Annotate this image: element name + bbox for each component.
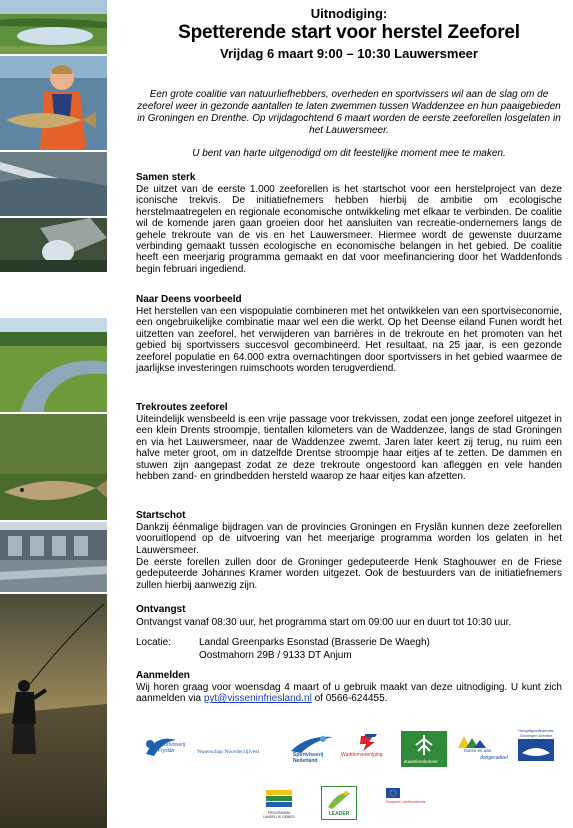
- photo-strip: [0, 0, 107, 828]
- section-body-samen-sterk: De uitzet van de eerste 1.000 zeeforellen is het startschot voor een herstelproject van deze iconische trekvis. De initiatiefnemers hebben hierbij de ambitie om ecologische herstelmaatregelen en regionale economische ontwikkeling met elkaar te verbinden. De coalitie wil de komende jaren gaan groeien door het aansluiten van recreatie-ondernemers langs de gehele trekroute van de vis en het Lauwersmeer. Hiermee wordt de gewenste duurzame verbinding gemaakt tussen ecologische en economische belangen in het gebied. De coalitie heeft een meerjarig programma gemaakt en dat voor meefinanciering door het Waddenfonds begin februari ingediend.: [136, 184, 562, 275]
- logo-leader-text: LEADER: [328, 811, 350, 817]
- logo-waterschap-text: Waterschap Noorderzijlvest: [197, 749, 260, 755]
- register-text-before: Wij horen graag voor woensdag 4 maart of u gebruik maakt van deze uitnodiging. U kunt zich aanmelden via: [136, 682, 562, 705]
- photo-angler-silhouette: [0, 594, 107, 828]
- invite-sentence: U bent van harte uitgenodigd om dit feestelijke moment mee te maken.: [192, 148, 506, 159]
- logo-staatsbosbeheer-text: staatsbosbeheer: [404, 759, 438, 764]
- event-date-line: Vrijdag 6 maart 9:00 – 10:30 Lauwersmeer: [220, 46, 478, 61]
- photo-hands-fish: [0, 218, 107, 272]
- logo-sportvisserij-fryslan-text: Sportvisserij Fryslân: [158, 742, 186, 754]
- location-label: Locatie:: [136, 637, 172, 648]
- section-body-deens-voorbeeld: Het herstellen van een vispopulatie combineren met het ontwikkelen van een sportviseconomie, een ongebruikelijke combinatie maar wel een die werkt. Op het Deense eiland Funen wordt het uitzetten van zeeforel, het verwijderen van barrières in de trekroute en het promoten van het gebied bij sportvissers succesvol gecombineerd. Het resultaat, na 25 jaar, is een gezonde zeeforel populatie en 64.000 extra overnachtingen door sportvissers in het gebied waarmee de jaarlijkse investeringen ruimschoots worden terugverdiend.: [136, 306, 562, 375]
- section-heading-trekroutes: Trekroutes zeeforel: [136, 402, 228, 413]
- logo-hengelsport-text: Hengelsportfederatie Groningen Drenthe: [518, 729, 554, 738]
- photo-pumping-station: [0, 522, 107, 592]
- section-body-startschot: Dankzij éénmalige bijdragen van de provincies Groningen en Fryslân kunnen deze zeeforellen vooruitlopend op de uitvoering van het meerjarige programma worden los gelaten in het Lauwersmeer.: [136, 522, 562, 556]
- photo-water-release: [0, 152, 107, 216]
- logo-waddenvereniging: [339, 732, 393, 762]
- logo-sportvisserij-nederland: [287, 731, 337, 765]
- section-body-ontvangst: Ontvangst vanaf 08:30 uur, het programma start om 09:00 uur en duurt tot 10:30 uur.: [136, 617, 512, 628]
- photo-boy-with-fish: [0, 56, 107, 150]
- page-title: Spetterende start voor herstel Zeeforel: [178, 22, 520, 43]
- logo-european-union: [386, 788, 430, 818]
- photo-stream: [0, 318, 107, 412]
- logo-dongeradeel-text: dongeradeel: [480, 755, 508, 761]
- section-heading-deens-voorbeeld: Naar Deens voorbeeld: [136, 294, 242, 305]
- section-heading-aanmelden: Aanmelden: [136, 670, 190, 681]
- photo-trout: [0, 414, 107, 520]
- logo-hunze-dongeradeel: [454, 732, 510, 764]
- logo-sportvisserij-nederland-text: Sportvisserij Nederland: [293, 752, 324, 764]
- logo-waterschap: [197, 740, 281, 755]
- location-address: Oostmahorn 29B / 9133 DT Anjum: [199, 650, 352, 661]
- section-heading-ontvangst: Ontvangst: [136, 604, 186, 615]
- section-heading-samen-sterk: Samen sterk: [136, 172, 196, 183]
- photo-pond: [0, 0, 107, 54]
- logo-platteland-text: PROGRAMMA LANDELIJK GEBIED: [263, 811, 295, 819]
- invitation-label: Uitnodiging:: [310, 6, 388, 21]
- register-text-after: of 0566-624455.: [311, 693, 388, 705]
- logo-eu-text: Europees Landbouwfonds: [386, 800, 426, 804]
- logo-waddenvereniging-text: Waddenvereniging: [341, 752, 383, 758]
- section-heading-startschot: Startschot: [136, 510, 186, 521]
- intro-paragraph: Een grote coalitie van natuurliefhebbers, overheden en sportvissers wil aan de slag om de zeeforel weer in gezonde aantallen te laten zwemmen tussen Waddenzee en hun paaigebieden in Groningen en Drenthe. Op vrijdagochtend 6 maart worden de eerste zeeforellen losgelaten in het Lauwersmeer.: [137, 89, 561, 136]
- logo-leader: [321, 786, 357, 820]
- logo-sportvisserij-fryslan: [140, 732, 192, 762]
- email-link[interactable]: pyt@visseninfriesland.nl: [203, 693, 312, 705]
- location-venue: Landal Greenparks Esonstad (Brasserie De Waegh): [199, 637, 430, 648]
- register-text: [136, 682, 562, 705]
- section-body-trekroutes: Uiteindelijk wensbeeld is een vrije passage voor trekvissen, zodat een jonge zeeforel uitgezet in een klein Drents stroompje, tientallen kilometers van de Waddenzee, langs de stad Groningen en via het Lauwersmeer, naar de Waddenzee zwemt. Jaren later keert zij terug, nu ruim een halve meter groot, om in datzelfde Drentse stroompje haar eitjes af te zetten. De dammen en stuwen zijn aangepast zodat ze deze trekroute ongestoord kan afleggen en vele handen hebben zand- en grindbedden hersteld waarop ze haar eitjes kan afzetten.: [136, 414, 562, 483]
- logo-hunze-text: hunze en aas: [464, 748, 492, 753]
- logo-staatsbosbeheer: [401, 731, 447, 767]
- section-body-startschot-2: De eerste forellen zullen door de Groninger gedeputeerde Henk Staghouwer en de Friese gedeputeerde Johannes Kramer worden uitgezet. Ook de bestuurders van de initiatiefnemers zullen hierbij aanwezig zijn.: [136, 557, 562, 591]
- logo-hengelsport-groningen: [514, 729, 558, 771]
- logo-plattelandsprogramma: [262, 788, 296, 820]
